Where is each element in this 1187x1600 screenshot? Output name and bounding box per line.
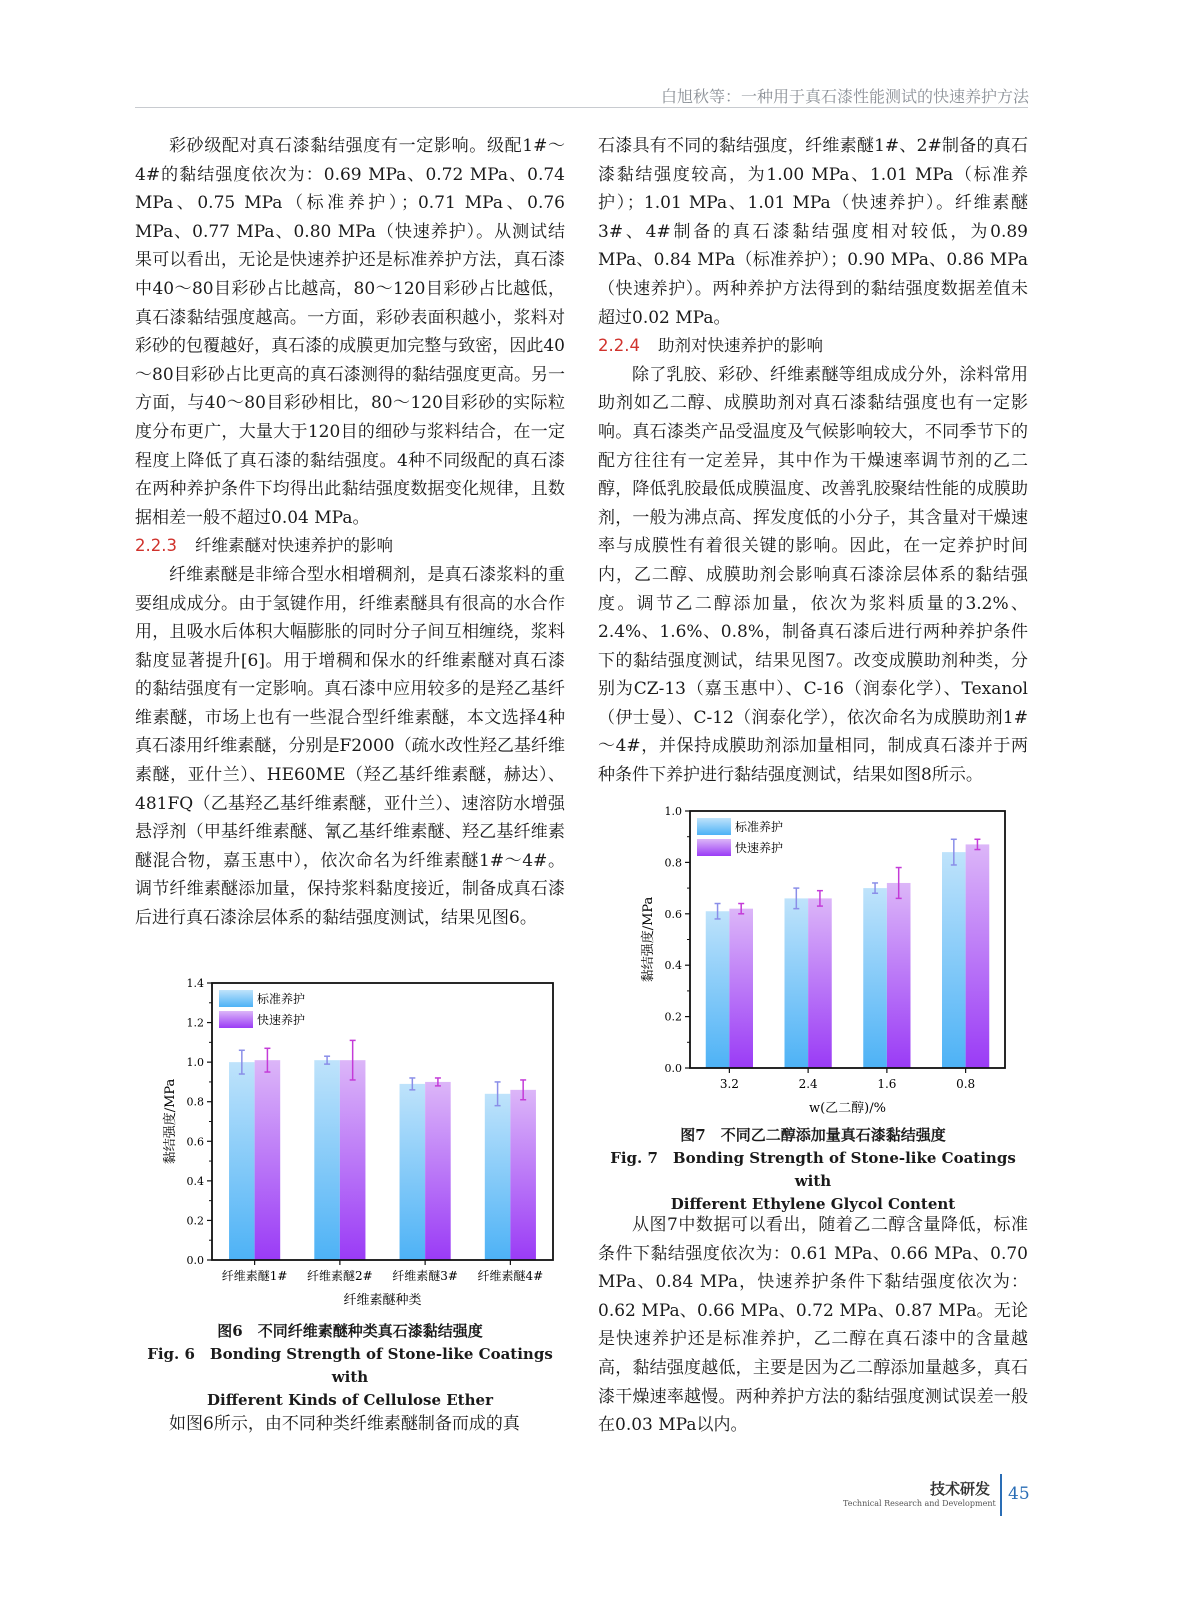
- section-title: 助剂对快速养护的影响: [657, 336, 823, 356]
- section-number: 2.2.4: [598, 336, 640, 356]
- running-header: 白旭秋等：一种用于真石漆性能测试的快速养护方法: [660, 87, 1029, 106]
- legend-label: 快速养护: [735, 841, 784, 855]
- y-tick-label: 1.4: [186, 977, 204, 990]
- legend-label: 标准养护: [257, 992, 306, 1006]
- caption-cn: 图6 不同纤维素醚种类真石漆黏结强度: [217, 1322, 483, 1340]
- figure-6-caption: [135, 1320, 565, 1412]
- right-column-bottom: [598, 1211, 1028, 1440]
- header-rule: [135, 107, 1028, 108]
- x-tick-label: 纤维素醚3#: [392, 1269, 458, 1283]
- legend-swatch: [219, 1011, 253, 1028]
- legend-label: 快速养护: [257, 1013, 306, 1027]
- section-heading-2-2-3: [135, 532, 565, 561]
- y-tick-label: 0.4: [186, 1174, 204, 1188]
- paragraph: 纤维素醚是非缔合型水相增稠剂，是真石漆浆料的重要组成成分。由于氢键作用，纤维素醚具有很高的水合作用，且吸水后体积大幅膨胀的同时分子间互相缠绕，浆料黏度显著提升[6]。用于增稠和保水的纤维素醚对真石漆的黏结强度有一定影响。真石漆中应用较多的是羟乙基纤维素醚，市场上也有一些混合型纤维素醚，本文选择4种真石漆用纤维素醚，分别是F2000（疏水改性羟乙基纤维素醚，亚什兰）、HE60ME（羟乙基纤维素醚，赫达）、481FQ（乙基羟乙基纤维素醚，亚什兰）、速溶防水增强悬浮剂（甲基纤维素醚、氰乙基纤维素醚、羟乙基纤维素醚混合物，嘉玉惠中），依次命名为纤维素醚1#～4#。调节纤维素醚添加量，保持浆料黏度接近，制备成真石漆后进行真石漆涂层体系的黏结强度测试，结果见图6。: [135, 564, 565, 929]
- bar: [942, 852, 966, 1068]
- x-tick-label: 2.4: [798, 1077, 818, 1091]
- figure-6-chart: [150, 970, 570, 1315]
- legend-label: 标准养护: [735, 820, 784, 834]
- x-tick-label: 纤维素醚1#: [221, 1269, 288, 1283]
- x-tick-label: 1.6: [877, 1077, 897, 1091]
- right-column: [598, 132, 1028, 790]
- bar: [966, 844, 990, 1068]
- legend-swatch: [697, 818, 731, 835]
- y-tick-label: 0.2: [664, 1010, 682, 1024]
- footer-section: 技术研发: [930, 1480, 991, 1498]
- x-tick-label: 3.2: [719, 1077, 739, 1091]
- bar: [863, 888, 887, 1068]
- y-tick-label: 0.6: [664, 907, 682, 921]
- x-tick-label: 纤维素醚4#: [477, 1269, 544, 1283]
- bar: [706, 911, 730, 1068]
- paragraph: 石漆具有不同的黏结强度，纤维素醚1#、2#制备的真石漆黏结强度较高，为1.00 MPa、1.01 MPa（标准养护）；1.01 MPa、1.01 MPa（快速养护）。纤维素醚3#、4#制备的真石漆黏结强度相对较低，为0.89 MPa、0.84 MPa（标准养护）；0.90 MPa、0.86 MPa（快速养护）。两种养护方法得到的黏结强度数据差值未超过0.02 MPa。: [598, 136, 1028, 328]
- x-tick-label: 纤维素醚2#: [307, 1269, 373, 1283]
- y-axis-label: 黏结强度/MPa: [641, 896, 656, 983]
- bar: [425, 1082, 451, 1260]
- figure-7-caption: [598, 1124, 1028, 1216]
- y-tick-label: 1.0: [186, 1056, 204, 1070]
- y-tick-label: 1.0: [664, 805, 682, 818]
- legend-swatch: [219, 990, 253, 1007]
- bar: [314, 1060, 340, 1260]
- x-tick-label: 0.8: [956, 1077, 976, 1091]
- bar: [229, 1062, 255, 1260]
- section-title: 纤维素醚对快速养护的影响: [194, 536, 393, 556]
- caption-en: Different Kinds of Cellulose Ether: [207, 1391, 493, 1409]
- left-column: [135, 132, 565, 933]
- caption-cn: 图7 不同乙二醇添加量真石漆黏结强度: [680, 1126, 946, 1144]
- y-tick-label: 0.0: [186, 1254, 204, 1267]
- paragraph: 从图7中数据可以看出，随着乙二醇含量降低，标准条件下黏结强度依次为：0.61 MPa、0.66 MPa、0.70 MPa、0.84 MPa，快速养护条件下黏结强度依次为：0.62 MPa、0.66 MPa、0.72 MPa、0.87 MPa。无论是快速养护还是标准养护，乙二醇在真石漆中的含量越高，黏结强度越低，主要是因为乙二醇添加量越多，真石漆干燥速率越慢。两种养护方法的黏结强度测试误差一般在0.03 MPa以内。: [598, 1215, 1028, 1436]
- figure-7-chart: [620, 795, 1020, 1125]
- section-heading-2-2-4: [598, 332, 1028, 361]
- page-number: 45: [1008, 1484, 1030, 1504]
- bar: [400, 1084, 426, 1260]
- caption-en: Fig. 6 Bonding Strength of Stone-like Coatings with: [147, 1345, 553, 1386]
- left-column-bottom: [135, 1410, 565, 1439]
- caption-en: Fig. 7 Bonding Strength of Stone-like Coatings with: [610, 1149, 1016, 1190]
- caption-en: Different Ethylene Glycol Content: [670, 1195, 956, 1213]
- paragraph: 除了乳胶、彩砂、纤维素醚等组成成分外，涂料常用助剂如乙二醇、成膜助剂对真石漆黏结强度也有一定影响。真石漆类产品受温度及气候影响较大，不同季节下的配方往往有一定差异，其中作为干燥速率调节剂的乙二醇，降低乳胶最低成膜温度、改善乳胶聚结性能的成膜助剂，一般为沸点高、挥发度低的小分子，其含量对干燥速率与成膜性有着很关键的影响。因此，在一定养护时间内，乙二醇、成膜助剂会影响真石漆涂层体系的黏结强度。调节乙二醇添加量，依次为浆料质量的3.2%、2.4%、1.6%、0.8%，制备真石漆后进行两种养护条件下的黏结强度测试，结果见图7。改变成膜助剂种类，分别为CZ-13（嘉玉惠中）、C-16（润泰化学）、Texanol（伊士曼）、C-12（润泰化学），依次命名为成膜助剂1#～4#，并保持成膜助剂添加量相同，制成真石漆并于两种条件下养护进行黏结强度测试，结果如图8所示。: [598, 364, 1028, 786]
- paragraph: 彩砂级配对真石漆黏结强度有一定影响。级配1#～4#的黏结强度依次为：0.69 MPa、0.72 MPa、0.74 MPa、0.75 MPa（标准养护）；0.71 MPa、0.76 MPa、0.77 MPa、0.80 MPa（快速养护）。从测试结果可以看出，无论是快速养护还是标准养护方法，真石漆中40～80目彩砂占比越高，80～120目彩砂占比越低，真石漆黏结强度越高。一方面，彩砂表面积越小，浆料对彩砂的包覆越好，真石漆的成膜更加完整与致密，因此40～80目彩砂占比更高的真石漆测得的黏结强度更高。另一方面，与40～80目彩砂相比，80～120目彩砂的实际粒度分布更广，大量大于120目的细砂与浆料结合，在一定程度上降低了真石漆的黏结强度。4种不同级配的真石漆在两种养护条件下均得出此黏结强度数据变化规律，且数据相差一般不超过0.04 MPa。: [135, 136, 565, 528]
- bar: [510, 1090, 536, 1260]
- bar: [729, 909, 753, 1068]
- y-tick-label: 1.2: [186, 1016, 204, 1030]
- bar: [340, 1060, 366, 1260]
- legend-swatch: [697, 839, 731, 856]
- bar: [485, 1094, 511, 1260]
- x-axis-label: w(乙二醇)/%: [808, 1101, 887, 1116]
- y-tick-label: 0.4: [664, 959, 682, 973]
- y-tick-label: 0.6: [186, 1135, 204, 1149]
- y-tick-label: 0.8: [664, 856, 682, 870]
- paragraph: 如图6所示，由不同种类纤维素醚制备而成的真: [169, 1414, 520, 1434]
- y-tick-label: 0.2: [186, 1214, 204, 1228]
- bar: [785, 898, 809, 1068]
- y-tick-label: 0.0: [664, 1062, 682, 1075]
- x-axis-label: 纤维素醚种类: [343, 1293, 422, 1308]
- y-axis-label: 黏结强度/MPa: [163, 1078, 178, 1165]
- bar: [808, 898, 832, 1068]
- section-number: 2.2.3: [135, 536, 177, 556]
- bar: [255, 1060, 281, 1260]
- bar: [887, 883, 911, 1068]
- footer-section-en: Technical Research and Development: [843, 1499, 996, 1508]
- footer-divider: [1000, 1474, 1002, 1516]
- y-tick-label: 0.8: [186, 1095, 204, 1109]
